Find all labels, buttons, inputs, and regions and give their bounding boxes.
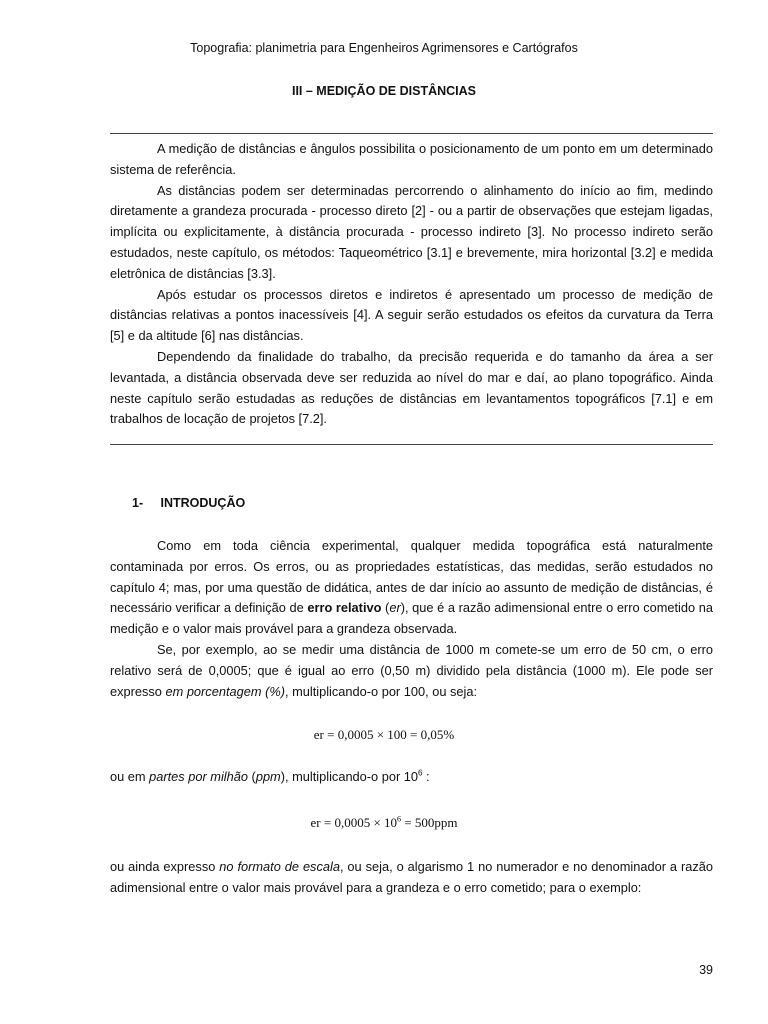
divider-top: [110, 133, 713, 134]
italic-term: no formato de escala: [219, 859, 340, 874]
text-run: ), multiplicando-o por 10: [280, 769, 419, 784]
text-run: (: [248, 769, 256, 784]
text-run: (: [381, 600, 390, 616]
text-run: er = 0,0005 × 10: [310, 815, 398, 830]
abstract-paragraph: A medição de distâncias e ângulos possibilita o posicionamento de um ponto em um determinado sistema de referência.: [110, 141, 713, 177]
intro-paragraph: [110, 640, 713, 702]
introduction-text: [110, 536, 713, 702]
scale-paragraph: [110, 857, 713, 899]
text-run: Se, por exemplo, ao se medir uma distância de 1000 m comete-se um erro de 50 cm, o erro relativo será de 0,0005; que é igual ao erro (0,50 m) dividido pela distância (1000 m). Ele pode ser expresso: [110, 641, 713, 699]
text-run: ), que é a razão adimensional entre o erro cometido na medição e o valor mais provável para a grandeza observada.: [110, 600, 713, 637]
chapter-abstract: [110, 139, 713, 430]
section-heading: [132, 496, 245, 510]
chapter-title: III – MEDIÇÃO DE DISTÂNCIAS: [291, 84, 477, 98]
text-run: , multiplicando-o por 100, ou seja:: [284, 683, 478, 699]
section-title: INTRODUÇÃO: [160, 496, 246, 510]
scale-text: [110, 857, 713, 899]
superscript: 6: [397, 814, 402, 824]
equation-percentage: er = 0,0005 × 100 = 0,05%: [313, 727, 455, 742]
ppm-sentence: [110, 769, 713, 784]
italic-term: em porcentagem (%): [165, 683, 285, 699]
text-run: :: [422, 769, 430, 784]
italic-term: ppm: [255, 769, 281, 784]
superscript: 6: [418, 768, 423, 778]
text-run: ou ainda expresso: [110, 859, 220, 874]
page-number: 39: [699, 963, 713, 977]
intro-paragraph: [110, 536, 713, 640]
abstract-paragraph: As distâncias podem ser determinadas percorrendo o alinhamento do início ao fim, medindo diretamente a grandeza procurada - processo direto [2] - ou a partir de observações que estejam ligadas, implícita ou explicitamente, à distância procurada - processo indireto [3]. No processo indireto serão estudados, neste capítulo, os métodos: Taqueométrico [3.1] e brevemente, mira horizontal [3.2] e medida eletrônica de distâncias [3.3].: [110, 182, 713, 281]
running-header: Topografia: planimetria para Engenheiros Agrimensores e Cartógrafos: [190, 41, 578, 55]
italic-term: partes por milhão: [149, 769, 248, 784]
equation-ppm: [0, 815, 768, 831]
text-run: Como em toda ciência experimental, qualquer medida topográfica está naturalmente contaminada por erros. Os erros, ou as propriedades estatísticas, das medidas, serão estudados no capítulo 4; mas, por uma questão de didática, antes de dar início ao assunto de medição de distâncias, é necessário verificar a definição de: [110, 538, 713, 616]
abstract-paragraph: Dependendo da finalidade do trabalho, da precisão requerida e do tamanho da área a ser levantada, a distância observada deve ser reduzida ao nível do mar e daí, ao plano topográfico. Ainda neste capítulo serão estudadas as reduções de distâncias em levantamentos topográficos [7.1] e em trabalhos de locação de projetos [7.2].: [110, 348, 713, 427]
bold-term: erro relativo: [307, 600, 382, 616]
text-run: ou em: [110, 769, 150, 784]
italic-term: er: [389, 600, 401, 616]
divider-bottom: [110, 444, 713, 445]
text-run: , ou seja, o algarismo 1 no numerador e no denominador a razão adimensional entre o valor mais provável para a grandeza e o erro cometido; para o exemplo:: [110, 859, 713, 895]
section-number: 1-: [132, 496, 144, 510]
abstract-paragraph: Após estudar os processos diretos e indiretos é apresentado um processo de medição de distâncias relativas a pontos inacessíveis [4]. A seguir serão estudados os efeitos da curvatura da Terra [5] e da altitude [6] nas distâncias.: [110, 286, 713, 344]
text-run: = 500ppm: [401, 815, 458, 830]
